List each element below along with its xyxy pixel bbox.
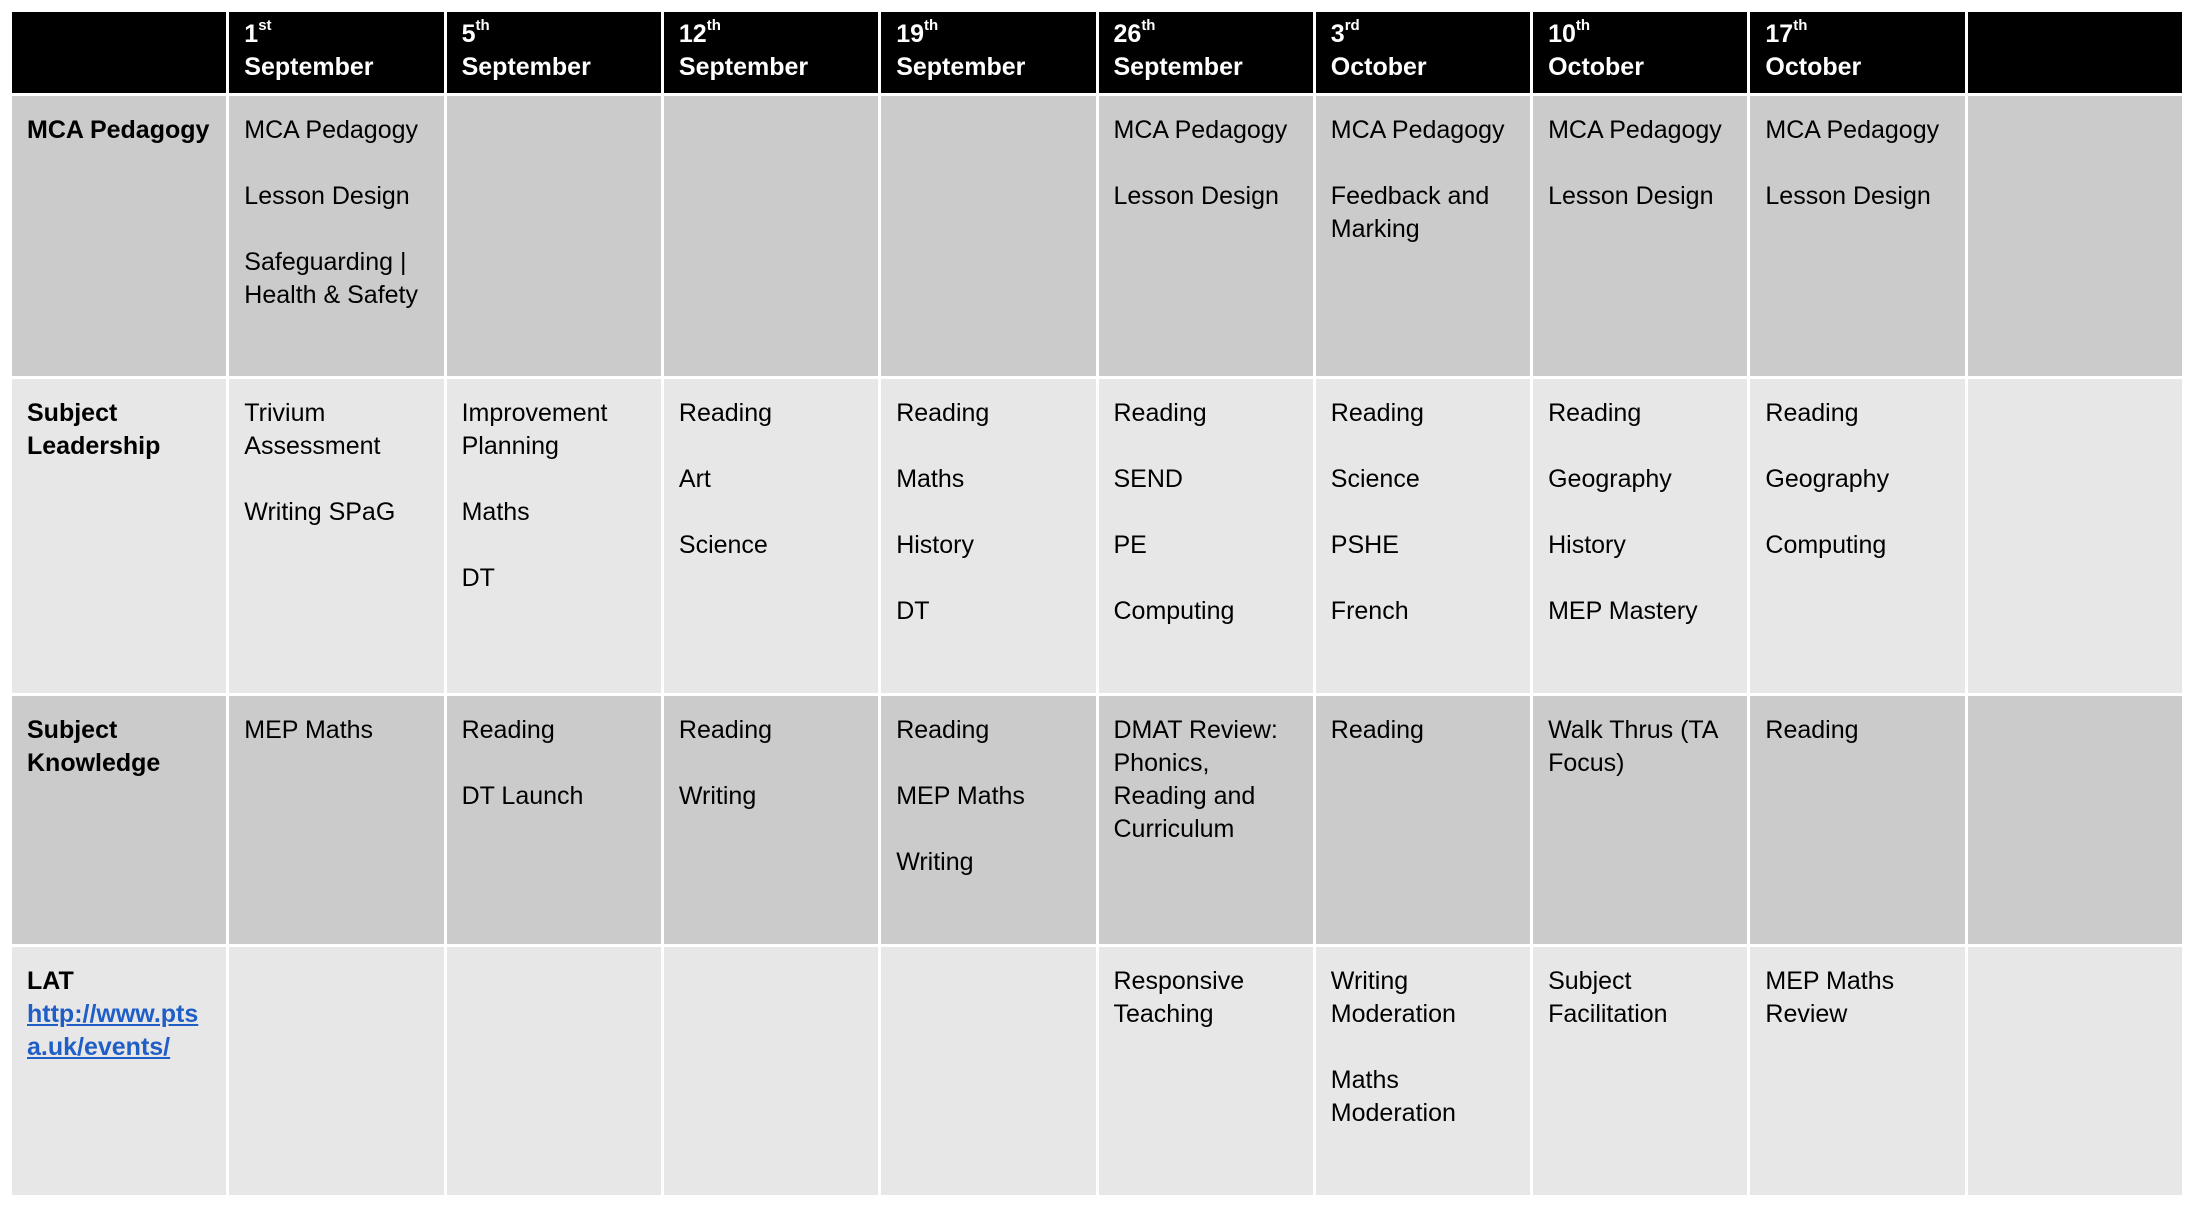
header-date-2: 5th September	[447, 12, 661, 93]
row-label-mca-pedagogy: MCA Pedagogy	[12, 96, 226, 376]
header-date-1: 1st September	[229, 12, 443, 93]
table-cell	[447, 947, 661, 1195]
session-item: Maths	[896, 465, 965, 493]
table-cell	[447, 96, 661, 376]
session-item: French	[1330, 597, 1409, 625]
session-item: MEP Maths	[244, 716, 374, 744]
session-item: Reading	[678, 716, 773, 744]
table-cell	[1968, 696, 2182, 944]
session-item: Lesson Design	[244, 182, 410, 210]
table-cell	[1533, 96, 1747, 376]
table-cell	[447, 379, 661, 693]
row-label-subject-knowledge: Subject Knowledge	[12, 696, 226, 944]
session-item: Reading	[896, 716, 990, 744]
table-cell	[1316, 947, 1530, 1195]
session-item: History	[896, 531, 974, 559]
table-cell	[1533, 947, 1747, 1195]
session-item: MCA Pedagogy	[1330, 116, 1505, 144]
training-schedule-table	[12, 12, 2182, 1192]
table-cell	[1099, 696, 1313, 944]
session-item: Computing	[1765, 531, 1887, 559]
table-cell	[229, 696, 443, 944]
session-item: Reading	[461, 716, 555, 744]
session-item: Computing	[1113, 597, 1235, 625]
session-item: MEP Mastery	[1548, 597, 1698, 625]
session-item: MCA Pedagogy	[1548, 116, 1722, 144]
table-cell	[1099, 947, 1313, 1195]
session-item: PSHE	[1330, 531, 1399, 559]
header-date-8: 17th October	[1750, 12, 1964, 93]
session-item: Science	[678, 531, 768, 559]
header-date-4: 19th September	[881, 12, 1095, 93]
session-item: Writing Moderation	[1330, 967, 1456, 1028]
table-cell	[1099, 96, 1313, 376]
table-cell	[1316, 696, 1530, 944]
session-item: Maths	[461, 498, 530, 526]
table-cell	[447, 696, 661, 944]
session-item: Reading	[1330, 399, 1424, 427]
session-item: Science	[1330, 465, 1420, 493]
session-item: Reading	[1765, 716, 1859, 744]
session-item: PE	[1113, 531, 1147, 559]
session-item: Feedback and Marking	[1330, 182, 1490, 243]
session-item: Art	[678, 465, 711, 493]
session-item: MCA Pedagogy	[244, 116, 419, 144]
table-cell	[664, 96, 878, 376]
header-date-3: 12th September	[664, 12, 878, 93]
session-item: MEP Maths	[896, 782, 1025, 810]
table-cell	[1533, 696, 1747, 944]
table-cell	[1750, 379, 1964, 693]
session-item: Safeguarding | Health & Safety	[244, 248, 419, 309]
table-cell	[664, 696, 878, 944]
session-item: MEP Maths Review	[1765, 967, 1895, 1028]
table-cell	[1316, 379, 1530, 693]
session-item: Walk Thrus (TA Focus)	[1548, 716, 1718, 777]
table-cell	[1968, 379, 2182, 693]
session-item: Responsive Teaching	[1113, 967, 1245, 1028]
table-cell	[881, 696, 1095, 944]
session-item: Reading	[1330, 716, 1424, 744]
session-item: Geography	[1765, 465, 1890, 493]
session-item: Reading	[1548, 399, 1642, 427]
table-cell	[1316, 96, 1530, 376]
header-date-7: 10th October	[1533, 12, 1747, 93]
table-cell	[664, 379, 878, 693]
header-empty-cell	[1968, 12, 2182, 93]
session-item: MCA Pedagogy	[1765, 116, 1940, 144]
header-corner-cell	[12, 12, 226, 93]
table-cell	[881, 96, 1095, 376]
session-item: DT	[896, 597, 930, 625]
session-item: Reading	[1113, 399, 1207, 427]
session-item: SEND	[1113, 465, 1183, 493]
session-item: Writing SPaG	[244, 498, 396, 526]
session-item: DT Launch	[461, 782, 584, 810]
session-item: Reading	[896, 399, 990, 427]
row-label-subject-leadership: Subject Leadership	[12, 379, 226, 693]
table-cell	[1750, 696, 1964, 944]
session-item: Writing	[678, 782, 757, 810]
session-item: DT	[461, 564, 495, 592]
header-date-5: 26th September	[1099, 12, 1313, 93]
session-item: Lesson Design	[1548, 182, 1714, 210]
session-item: Lesson Design	[1113, 182, 1279, 210]
session-item: Subject Facilitation	[1548, 967, 1668, 1028]
session-item: Reading	[678, 399, 773, 427]
session-item: Improvement Planning	[461, 399, 608, 460]
table-cell	[1750, 947, 1964, 1195]
table-cell	[1968, 947, 2182, 1195]
session-item: MCA Pedagogy	[1113, 116, 1288, 144]
table-cell	[1099, 379, 1313, 693]
session-item: Lesson Design	[1765, 182, 1931, 210]
table-cell	[229, 379, 443, 693]
table-cell	[229, 947, 443, 1195]
events-link[interactable]: http://www.ptsa.uk/events/	[27, 1000, 199, 1061]
table-cell	[881, 947, 1095, 1195]
session-item: Writing	[896, 848, 974, 876]
session-item: History	[1548, 531, 1626, 559]
session-item: Geography	[1548, 465, 1672, 493]
session-item: Trivium Assessment	[244, 399, 381, 460]
table-cell	[1968, 96, 2182, 376]
table-cell	[664, 947, 878, 1195]
session-item: DMAT Review: Phonics, Reading and Curriculum	[1113, 716, 1278, 843]
header-date-6: 3rd October	[1316, 12, 1530, 93]
table-cell	[229, 96, 443, 376]
row-label-lat: LAT http://www.ptsa.uk/events/	[12, 947, 226, 1195]
table-cell	[1533, 379, 1747, 693]
session-item: Maths Moderation	[1330, 1066, 1456, 1127]
session-item: Reading	[1765, 399, 1859, 427]
table-cell	[881, 379, 1095, 693]
table-cell	[1750, 96, 1964, 376]
